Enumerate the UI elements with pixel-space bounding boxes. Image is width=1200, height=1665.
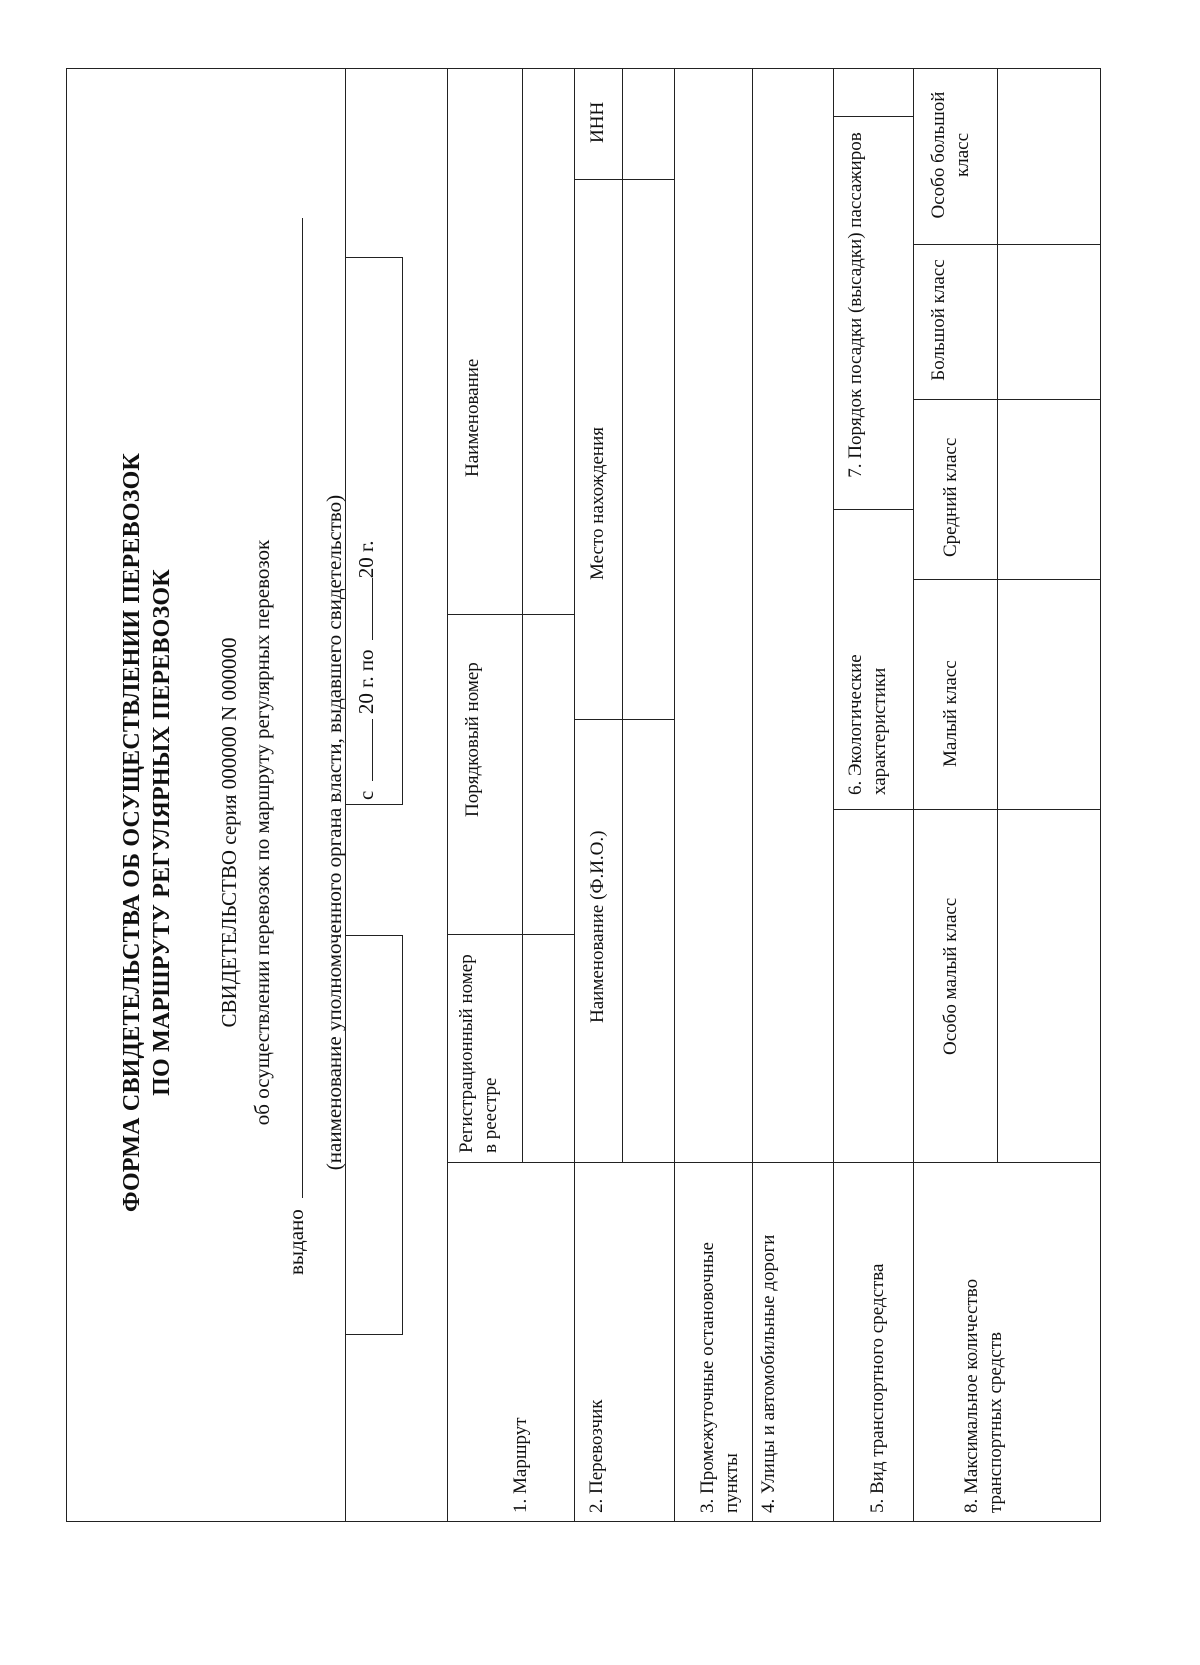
form-title-line2: ПО МАРШРУТУ РЕГУЛЯРНЫХ ПЕРЕВОЗОК	[149, 569, 175, 1096]
row-divider-stops	[752, 68, 753, 1522]
period-end-label: 20 г.	[354, 540, 378, 579]
class-col-divider-4	[913, 244, 1101, 245]
eco-characteristics-header: 6. Экологические характеристики	[845, 654, 890, 795]
period-mid-label: 20 г. по	[354, 649, 378, 715]
period-to-blank	[372, 578, 373, 640]
issued-label-text: выдано	[284, 1209, 308, 1275]
certificate-subtitle: об осуществлении перевозок по маршруту регулярных перевозок	[250, 539, 274, 1126]
carrier-inn-header: ИНН	[587, 101, 608, 143]
class-col-divider-3	[913, 399, 1101, 400]
streets-label: 4. Улицы и автомобильные дороги	[758, 1234, 779, 1513]
carrier-col-divider-1	[574, 719, 674, 720]
class-extra-large: Особо большой класс	[928, 91, 973, 219]
row-divider-streets	[833, 68, 834, 1522]
route-seq-number-header: Порядковый номер	[462, 662, 483, 817]
vehicle-col-divider-1	[833, 809, 913, 810]
carrier-col-divider-2	[574, 179, 674, 180]
carrier-name-header: Наименование (Ф.И.О.)	[587, 830, 608, 1023]
stops-label: 3. Промежуточные остановочные пункты	[697, 1242, 742, 1513]
period-from-blank	[372, 719, 373, 781]
class-col-divider-1	[913, 809, 1101, 810]
row-divider-period	[447, 68, 448, 1522]
route-label: 1. Маршрут	[510, 1417, 531, 1513]
form-title-line1: ФОРМА СВИДЕТЕЛЬСТВА ОБ ОСУЩЕСТВЛЕНИИ ПЕРЕВОЗОК	[119, 452, 145, 1213]
class-col-divider-2	[913, 579, 1101, 580]
vehicle-col-divider-3	[833, 116, 913, 117]
class-large: Большой класс	[928, 259, 949, 381]
issuer-caption: (наименование уполномоченного органа власти, выдавшего свидетельство)	[322, 494, 346, 1171]
route-col-divider-1	[447, 934, 574, 935]
carrier-location-header: Место нахождения	[587, 427, 608, 580]
class-header-divider	[997, 68, 998, 1163]
row-divider-carrier	[674, 68, 675, 1522]
route-name-header: Наименование	[462, 358, 483, 477]
class-small: Малый класс	[940, 660, 961, 767]
vehicle-col-divider-2	[833, 509, 913, 510]
route-col-divider-2	[447, 614, 574, 615]
label-column-divider	[447, 1162, 1101, 1163]
vehicle-type-label: 5. Вид транспортного средства	[867, 1263, 888, 1513]
period-from-label: с	[354, 790, 378, 800]
class-medium: Средний класс	[940, 437, 961, 557]
class-extra-small: Особо малый класс	[940, 897, 961, 1055]
row-divider-route	[574, 68, 575, 1522]
route-header-divider	[522, 68, 523, 1163]
route-reg-number-header: Регистрационный номер в реестре	[456, 954, 501, 1153]
period-text	[354, 540, 379, 800]
boarding-order-header: 7. Порядок посадки (высадки) пассажиров	[845, 132, 866, 478]
carrier-label: 2. Перевозчик	[586, 1399, 607, 1513]
row-divider-vehicle	[913, 68, 914, 1522]
carrier-header-divider	[622, 68, 623, 1163]
certificate-number: СВИДЕТЕЛЬСТВО серия 000000 N 000000	[217, 637, 241, 1028]
period-box-left	[345, 935, 403, 1335]
max-count-label: 8. Максимальное количество транспортных средств	[961, 1278, 1006, 1513]
